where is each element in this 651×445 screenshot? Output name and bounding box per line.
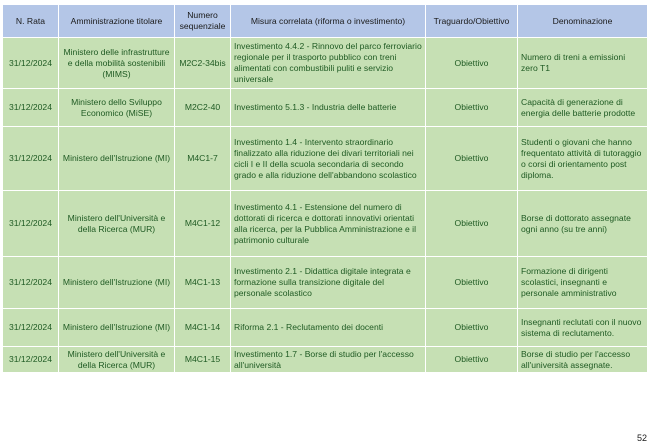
cell-misura: Investimento 5.1.3 - Industria delle batterie [231, 89, 426, 127]
cell-misura: Investimento 1.7 - Borse di studio per l'accesso all'università [231, 347, 426, 373]
header-traguardo: Traguardo/Obiettivo [426, 5, 518, 38]
cell-amministrazione: Ministero delle infrastrutture e della mobilità sostenibili (MIMS) [59, 38, 175, 89]
cell-rata: 31/12/2024 [3, 89, 59, 127]
cell-numero: M4C1-7 [175, 127, 231, 191]
table-row [3, 89, 648, 127]
cell-denominazione: Capacità di generazione di energia delle batterie prodotte [518, 89, 648, 127]
cell-denominazione: Studenti o giovani che hanno frequentato attività di tutoraggio o corsi di orientamento post diploma. [518, 127, 648, 191]
cell-rata: 31/12/2024 [3, 127, 59, 191]
cell-numero: M4C1-13 [175, 257, 231, 309]
cell-traguardo: Obiettivo [426, 347, 518, 373]
page-number: 52 [636, 433, 647, 443]
cell-misura: Investimento 2.1 - Didattica digitale integrata e formazione sulla transizione digitale del personale scolastico [231, 257, 426, 309]
cell-traguardo: Obiettivo [426, 257, 518, 309]
cell-misura: Investimento 4.4.2 - Rinnovo del parco ferroviario regionale per il trasporto pubblico con treni alimentati con combustibili puliti e servizio universale [231, 38, 426, 89]
cell-misura: Investimento 4.1 - Estensione del numero di dottorati di ricerca e dottorati innovativi orientati alla ricerca, per la Pubblica Amministrazione e il patrimonio culturale [231, 191, 426, 257]
table-row [3, 191, 648, 257]
cell-rata: 31/12/2024 [3, 347, 59, 373]
cell-numero: M2C2-34bis [175, 38, 231, 89]
cell-numero: M2C2-40 [175, 89, 231, 127]
cell-denominazione: Borse di studio per l'accesso all'università assegnate. [518, 347, 648, 373]
cell-rata: 31/12/2024 [3, 38, 59, 89]
cell-amministrazione: Ministero dell'Istruzione (MI) [59, 257, 175, 309]
table-header-row [3, 5, 648, 38]
cell-amministrazione: Ministero dell'Istruzione (MI) [59, 127, 175, 191]
cell-numero: M4C1-12 [175, 191, 231, 257]
cell-denominazione: Insegnanti reclutati con il nuovo sistema di reclutamento. [518, 309, 648, 347]
cell-misura: Investimento 1.4 - Intervento straordinario finalizzato alla riduzione dei divari territoriali nei cicli I e II della scuola secondaria di secondo grado e alla riduzione dell'abbandono scolastico [231, 127, 426, 191]
cell-denominazione: Numero di treni a emissioni zero T1 [518, 38, 648, 89]
table-row [3, 257, 648, 309]
table-row [3, 309, 648, 347]
cell-amministrazione: Ministero dell'Università e della Ricerca (MUR) [59, 347, 175, 373]
cell-rata: 31/12/2024 [3, 191, 59, 257]
cell-traguardo: Obiettivo [426, 309, 518, 347]
cell-misura: Riforma 2.1 - Reclutamento dei docenti [231, 309, 426, 347]
table-row [3, 127, 648, 191]
table-row [3, 347, 648, 373]
milestones-table [2, 4, 648, 373]
cell-rata: 31/12/2024 [3, 309, 59, 347]
header-numero: Numero sequenziale [175, 5, 231, 38]
header-denominazione: Denominazione [518, 5, 648, 38]
header-rata: N. Rata [3, 5, 59, 38]
cell-amministrazione: Ministero dello Sviluppo Economico (MiSE) [59, 89, 175, 127]
table-row [3, 38, 648, 89]
cell-traguardo: Obiettivo [426, 89, 518, 127]
cell-traguardo: Obiettivo [426, 38, 518, 89]
header-amministrazione: Amministrazione titolare [59, 5, 175, 38]
cell-amministrazione: Ministero dell'Istruzione (MI) [59, 309, 175, 347]
cell-amministrazione: Ministero dell'Università e della Ricerca (MUR) [59, 191, 175, 257]
cell-denominazione: Borse di dottorato assegnate ogni anno (su tre anni) [518, 191, 648, 257]
cell-traguardo: Obiettivo [426, 127, 518, 191]
cell-traguardo: Obiettivo [426, 191, 518, 257]
cell-rata: 31/12/2024 [3, 257, 59, 309]
cell-numero: M4C1-15 [175, 347, 231, 373]
cell-numero: M4C1-14 [175, 309, 231, 347]
header-misura: Misura correlata (riforma o investimento) [231, 5, 426, 38]
cell-denominazione: Formazione di dirigenti scolastici, insegnanti e personale amministrativo [518, 257, 648, 309]
